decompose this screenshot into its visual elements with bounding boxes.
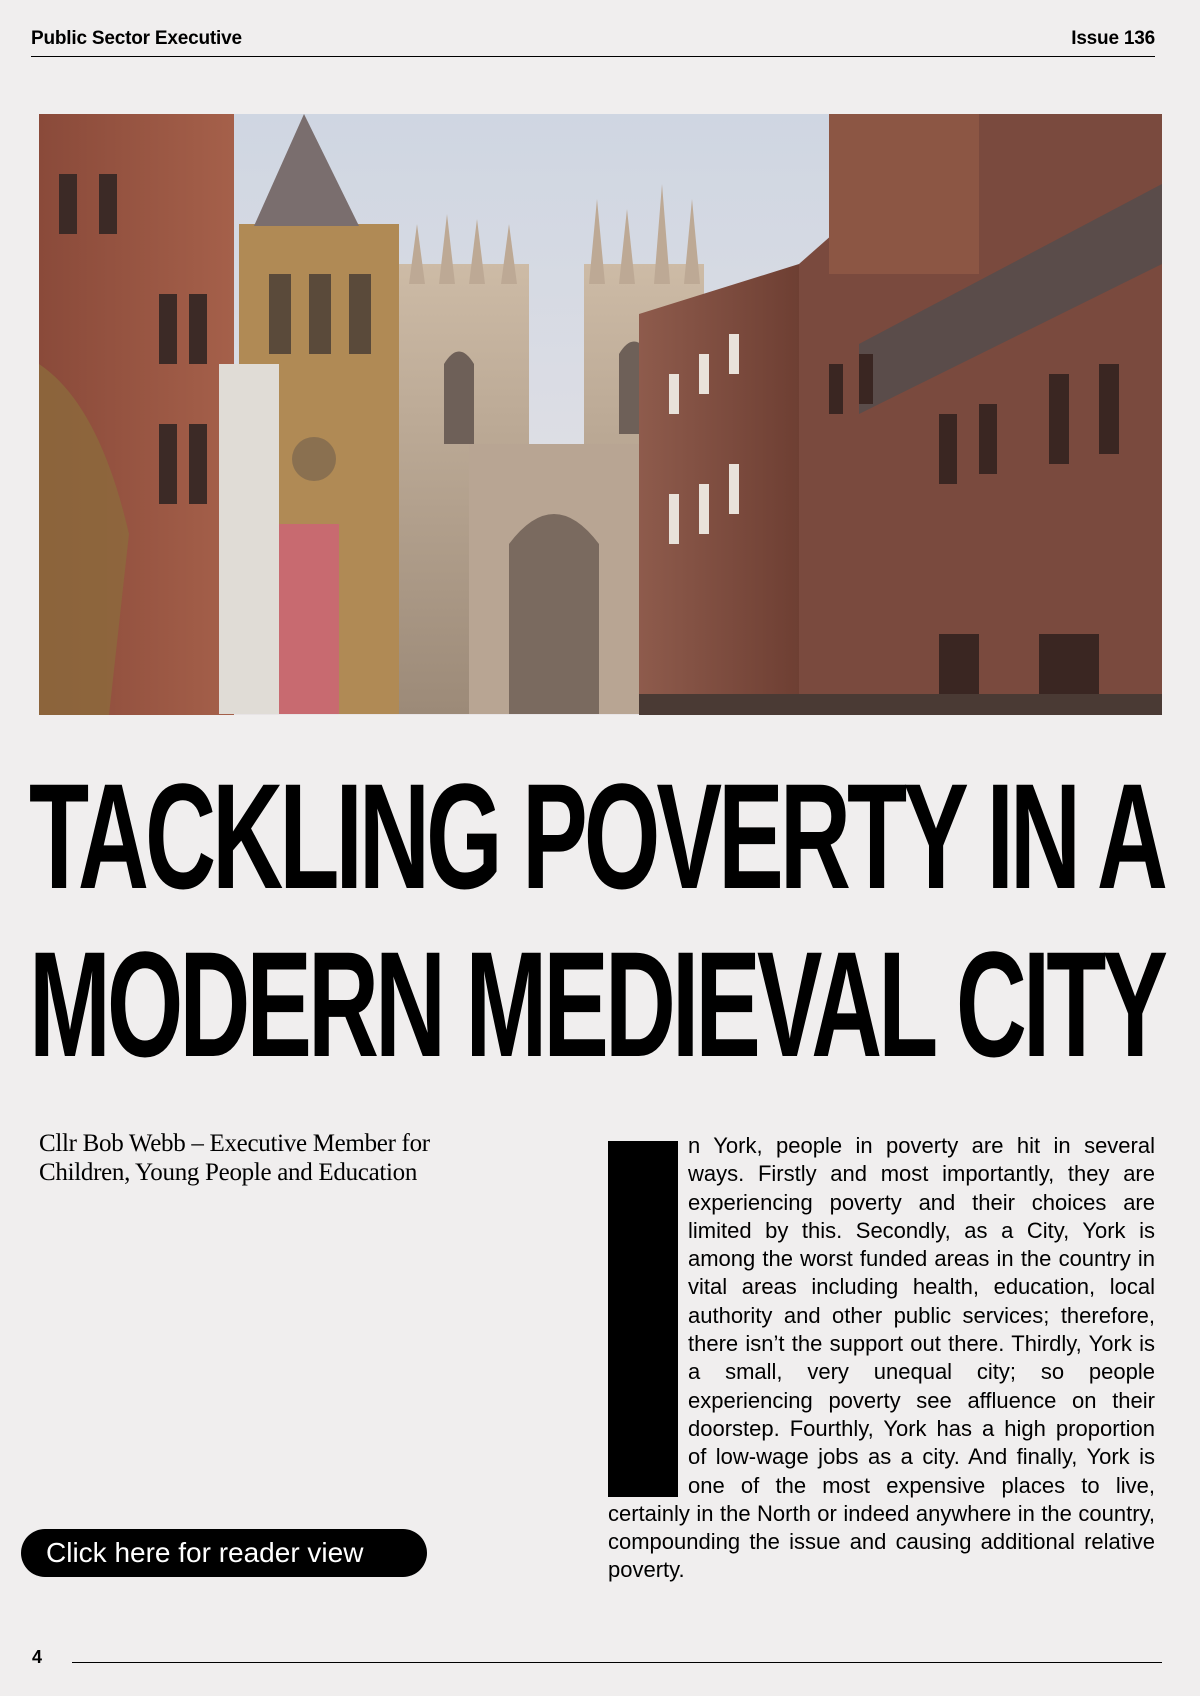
article-body-text: n York, people in poverty are hit in several ways. Firstly and most importantly, they are experiencing poverty and their choices are limited by this. Secondly, as a City, York is among the worst funded areas in the country in vital areas including health, education, local authority and other public services; therefore, there isn’t the support out there. Thirdly, York is a small, very unequal city; so people experiencing poverty see affluence on their doorstep. Fourthly, York has a high proportion of low-wage jobs as a city. And finally, York is one of the most expensive places to live, certainly in the North or indeed anywhere in the country, compounding the issue and causing additional relative poverty. xyxy=(608,1133,1155,1583)
page-header xyxy=(31,28,1155,57)
article-body xyxy=(608,1132,1155,1585)
issue-number: Issue 136 xyxy=(1071,28,1155,49)
headline-line-1: TACKLING POVERTY IN A xyxy=(29,752,1164,920)
byline-line-1: Cllr Bob Webb – Executive Member for xyxy=(39,1130,430,1157)
headline-line-2: MODERN MEDIEVAL CITY xyxy=(29,920,1164,1088)
drop-cap-letter xyxy=(608,1141,678,1497)
author-byline xyxy=(39,1129,519,1187)
publication-name: Public Sector Executive xyxy=(31,28,242,49)
hero-photo xyxy=(39,114,1162,715)
reader-view-button[interactable]: Click here for reader view xyxy=(21,1529,427,1577)
footer-divider xyxy=(72,1662,1162,1663)
article-headline xyxy=(29,752,1164,1088)
york-street-with-minster-photo xyxy=(39,114,1162,715)
byline-line-2: Children, Young People and Education xyxy=(39,1159,418,1186)
page-number: 4 xyxy=(32,1647,43,1667)
